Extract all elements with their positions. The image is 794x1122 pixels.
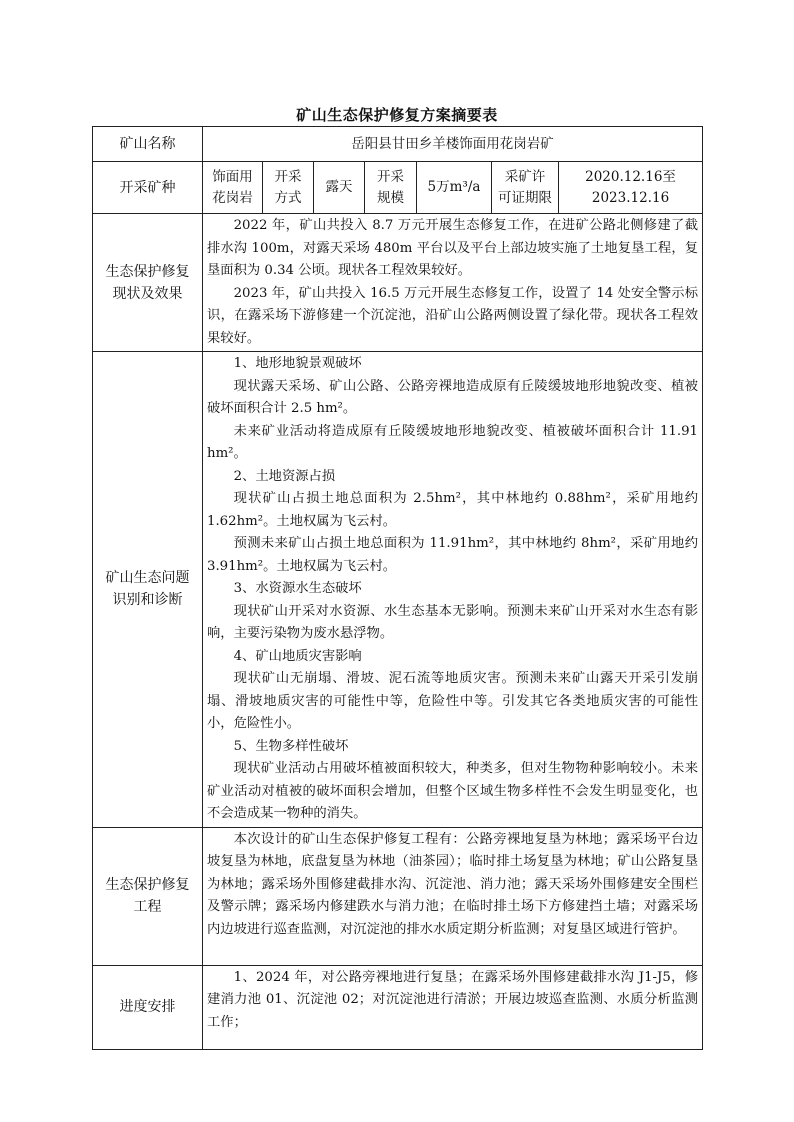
scale-label-line2: 规模 xyxy=(377,189,404,206)
status-label-line2: 现状及效果 xyxy=(112,285,183,302)
diagnosis-heading-4: 4、矿山地质灾害影响 xyxy=(233,648,362,664)
diagnosis-label-line1: 矿山生态问题 xyxy=(105,570,190,587)
diagnosis-content xyxy=(203,352,703,828)
diagnosis-paragraph-7: 现状矿业活动占用破坏植被面积较大，种类多，但对生物物种影响较小。未来矿业活动对植被的破坏面积会增加，但整个区域生物多样性不会发生明显变化，也不会造成某一物种的消失。 xyxy=(207,761,699,821)
diagnosis-label-line2: 识别和诊断 xyxy=(112,592,183,609)
scale-label-cell xyxy=(365,162,417,214)
status-label xyxy=(93,214,203,352)
diagnosis-heading-2: 2、土地资源占损 xyxy=(233,468,336,484)
engineering-label-line2: 工程 xyxy=(133,899,162,915)
diagnosis-paragraph-2: 未来矿业活动将造成原有丘陵缓坡地形地貌改变、植被破坏面积合计 11.91 hm²。 xyxy=(207,423,699,461)
method-label-line1: 开采 xyxy=(274,168,302,185)
status-paragraph-2: 2023 年，矿山共投入 16.5 万元开展生态修复工作，设置了 14 处安全警示标识，在露采场下游修建一个沉淀池，沿矿山公路两侧设置了绿化带。现状各工程效果较好。 xyxy=(207,285,699,346)
status-label-line1: 生态保护修复 xyxy=(105,263,190,280)
method-label-cell xyxy=(263,162,314,214)
mining-type-label: 开采矿种 xyxy=(93,162,203,214)
diagnosis-paragraph-4: 预测未来矿山占损土地总面积为 11.91hm²，其中林地约 8hm²，采矿用地约 3.91hm²。土地权属为飞云村。 xyxy=(207,536,699,574)
method-value: 露天 xyxy=(314,162,365,214)
permit-label-cell xyxy=(492,162,559,214)
permit-start: 2020.12.16至 xyxy=(585,168,676,185)
diagnosis-heading-5: 5、生物多样性破坏 xyxy=(233,738,349,754)
diagnosis-label xyxy=(93,352,203,828)
diagnosis-heading-1: 1、地形地貌景观破坏 xyxy=(233,356,362,371)
row-schedule xyxy=(93,965,703,1049)
permit-label-line1: 采矿许 xyxy=(504,168,546,185)
mine-name-label: 矿山名称 xyxy=(93,127,203,162)
row-engineering xyxy=(93,827,703,965)
row-diagnosis xyxy=(93,352,703,828)
permit-period-cell xyxy=(559,162,703,214)
row-status xyxy=(93,214,703,352)
engineering-content xyxy=(203,827,703,965)
schedule-content xyxy=(203,965,703,1049)
page-title: 矿山生态保护修复方案摘要表 xyxy=(296,106,498,124)
engineering-paragraph: 本次设计的矿山生态保护修复工程有：公路旁裸地复垦为林地；露采场平台边坡复垦为林地，底盘复垦为林地（油茶园）；临时排土场复垦为林地；矿山公路复垦为林地；露采场外围修建截排水沟、沉淀池、消力池；露天采场外围修建安全围栏及警示牌；露采场内修建跌水与消力池；在临时排土场下方修建挡土墙；对露采场内边坡进行巡查监测，对沉淀池的排水水质定期分析监测；对复垦区域进行管护。 xyxy=(207,831,699,937)
mineral-line1: 饰面用 xyxy=(212,168,253,185)
row-mine-name xyxy=(93,127,703,162)
status-content xyxy=(203,214,703,352)
schedule-label: 进度安排 xyxy=(93,965,203,1049)
mine-name-value: 岳阳县甘田乡羊楼饰面用花岗岩矿 xyxy=(203,127,703,162)
schedule-paragraph: 1、2024 年，对公路旁裸地进行复垦；在露采场外围修建截排水沟 J1-J5，修建消力池 01、沉淀池 02；对沉淀池进行清淤；开展边坡巡查监测、水质分析监测工作； xyxy=(207,969,699,1030)
permit-end: 2023.12.16 xyxy=(591,189,670,206)
diagnosis-paragraph-6: 现状矿山无崩塌、滑坡、泥石流等地质灾害。预测未来矿山露天开采引发崩塌、滑坡地质灾害的可能性中等，危险性中等。引发其它各类地质灾害的可能性小，危险性小。 xyxy=(207,671,699,731)
diagnosis-paragraph-3: 现状矿山占损土地总面积为 2.5hm²，其中林地约 0.88hm²，采矿用地约 1.62hm²。土地权属为飞云村。 xyxy=(207,491,699,529)
diagnosis-heading-3: 3、水资源水生态破坏 xyxy=(233,581,362,596)
method-label-line2: 方式 xyxy=(274,189,302,206)
mineral-line2: 花岗岩 xyxy=(212,189,253,206)
status-paragraph-1: 2022 年，矿山共投入 8.7 万元开展生态修复工作，在进矿公路北侧修建了截排水沟 100m，对露天采场 480m 平台以及平台上部边坡实施了土地复垦工程，复垦面积为 0.34 公顷。现状各工程效果较好。 xyxy=(207,218,699,278)
engineering-label xyxy=(93,827,203,965)
summary-table xyxy=(92,126,703,1050)
scale-value: 5万m³/a xyxy=(417,162,492,214)
engineering-label-line1: 生态保护修复 xyxy=(105,877,190,893)
permit-label-line2: 可证期限 xyxy=(498,189,552,206)
diagnosis-paragraph-1: 现状露天采场、矿山公路、公路旁裸地造成原有丘陵缓坡地形地貌改变、植被破坏面积合计 2.5 hm²。 xyxy=(207,378,699,416)
scale-label-line1: 开采 xyxy=(377,168,404,185)
row-mining-type xyxy=(93,162,703,214)
diagnosis-paragraph-5: 现状矿山开采对水资源、水生态基本无影响。预测未来矿山开采对水生态有影响，主要污染物为废水悬浮物。 xyxy=(207,603,699,641)
mineral-cell xyxy=(203,162,263,214)
